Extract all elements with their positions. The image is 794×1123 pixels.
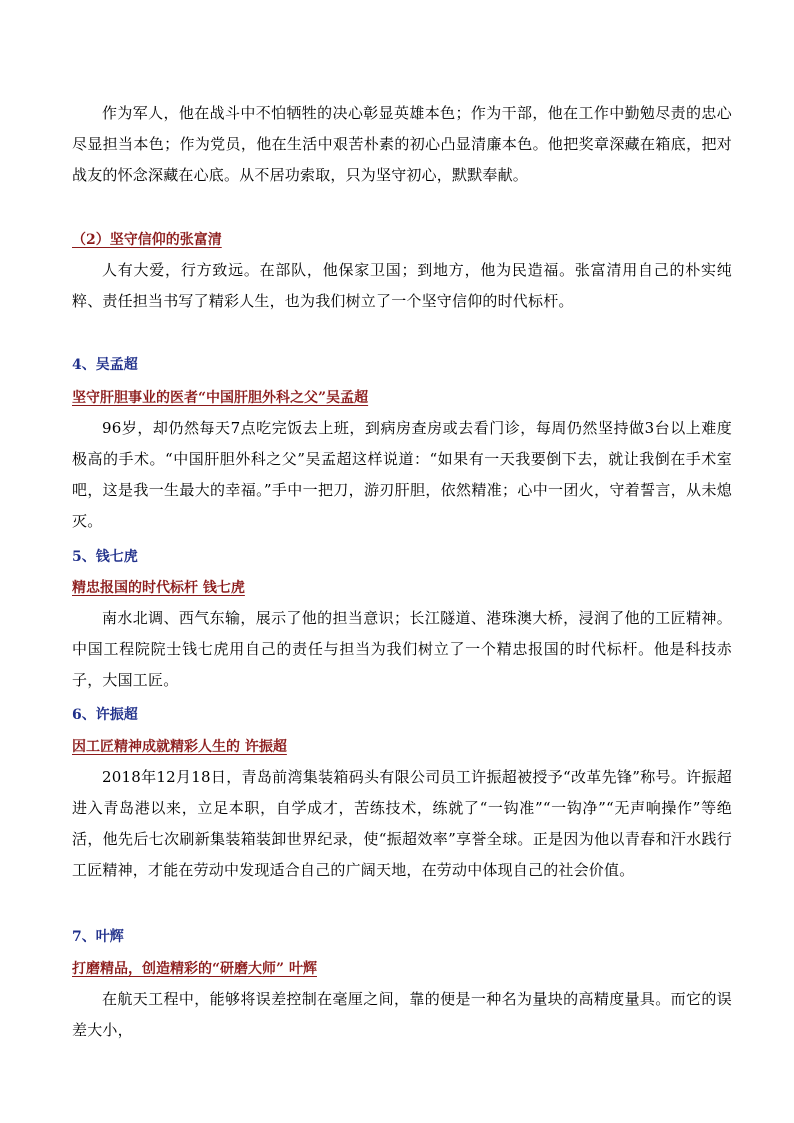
- paragraph-qian-qihu: 南水北调、西气东输，展示了他的担当意识；长江隧道、港珠澳大桥，浸润了他的工匠精神。中国工程院院士钱七虎用自己的责任与担当为我们树立了一个精忠报国的时代标杆。他是科技赤子，大国工匠。: [72, 609, 732, 689]
- paragraph-hero-character: 作为军人，他在战斗中不怕牺牲的决心彰显英雄本色；作为干部，他在工作中勤勉尽责的忠心尽显担当本色；作为党员，他在生活中艰苦朴素的初心凸显清廉本色。他把奖章深藏在箱底，把对战友的怀念深藏在心底。从不居功索取，只为坚守初心，默默奉献。: [72, 104, 732, 184]
- paragraph-xu-zhenchao: 2018年12月18日，青岛前湾集装箱码头有限公司员工许振超被授予“改革先锋”称号。许振超进入青岛港以来，立足本职，自学成才，苦练技术，练就了“一钩准”“一钩净”“无声响操作”等绝活，他先后七次刷新集装箱装卸世界纪录，使“振超效率”享誉全球。正是因为他以青春和汗水践行工匠精神，才能在劳动中发现适合自己的广阔天地，在劳动中体现自己的社会价值。: [72, 768, 732, 879]
- heading-ye-hui: 7、叶辉: [72, 929, 124, 945]
- paragraph-wu-mengchao: 96岁，却仍然每天7点吃完饭去上班，到病房查房或去看门诊，每周仍然坚持做3台以上难度极高的手术。“中国肝胆外科之父”吴孟超这样说道：“如果有一天我要倒下去，就让我倒在手术室吧，这是我一生最大的幸福。”手中一把刀，游刃肝胆，依然精准；心中一团火，守着誓言，从未熄灭。: [72, 419, 732, 530]
- subtitle-ye-hui: 打磨精品，创造精彩的“研磨大师” 叶辉: [72, 961, 317, 977]
- subtitle-zhang-fuqing: （2）坚守信仰的张富清: [72, 232, 222, 248]
- heading-qian-qihu: 5、钱七虎: [72, 549, 138, 565]
- subtitle-xu-zhenchao: 因工匠精神成就精彩人生的 许振超: [72, 739, 287, 755]
- heading-wu-mengchao: 4、吴孟超: [72, 357, 138, 373]
- heading-xu-zhenchao: 6、许振超: [72, 707, 138, 723]
- subtitle-wu-mengchao: 坚守肝胆事业的医者“中国肝胆外科之父”吴孟超: [72, 390, 369, 406]
- subtitle-qian-qihu: 精忠报国的时代标杆 钱七虎: [72, 580, 245, 596]
- paragraph-ye-hui: 在航天工程中，能够将误差控制在毫厘之间，靠的便是一种名为量块的高精度量具。而它的误差大小，: [72, 990, 732, 1039]
- paragraph-zhang-fuqing: 人有大爱，行方致远。在部队，他保家卫国；到地方，他为民造福。张富清用自己的朴实纯粹、责任担当书写了精彩人生，也为我们树立了一个坚守信仰的时代标杆。: [72, 261, 732, 310]
